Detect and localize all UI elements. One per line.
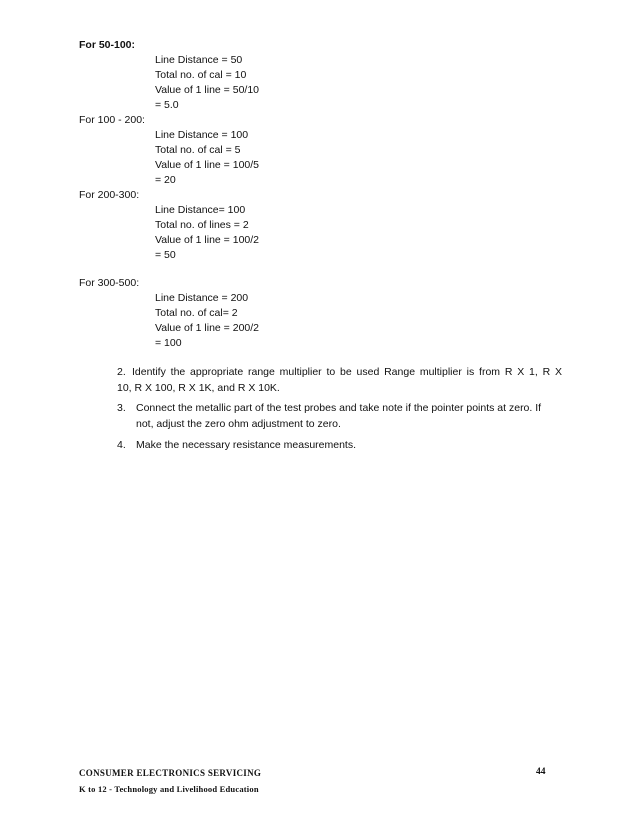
step-number: 2. <box>117 366 126 378</box>
range-line: Total no. of cal = 5 <box>155 144 241 156</box>
range-line: = 100 <box>155 337 182 349</box>
range-line: = 50 <box>155 249 176 261</box>
range-line: = 20 <box>155 174 176 186</box>
page-number: 44 <box>536 767 546 777</box>
range-line: Line Distance = 200 <box>155 292 249 304</box>
step-number: 3. <box>117 402 126 414</box>
footer-course-title: CONSUMER ELECTRONICS SERVICING <box>79 768 262 778</box>
range-line: Value of 1 line = 200/2 <box>155 322 260 334</box>
step-text-line1: Identify the appropriate range multiplier to be used Range multiplier is from R X 1, R X <box>132 366 562 378</box>
step-text-line1: Connect the metallic part of the test probes and take note if the pointer points at zero. If <box>136 402 542 414</box>
range-line: Line Distance = 100 <box>155 129 249 141</box>
range-line: Line Distance= 100 <box>155 204 246 216</box>
range-line: Total no. of cal = 10 <box>155 69 247 81</box>
range-heading-100-200: For 100 - 200: <box>79 114 145 126</box>
range-heading-200-300: For 200-300: <box>79 189 140 201</box>
range-line: Value of 1 line = 100/2 <box>155 234 260 246</box>
range-line: Total no. of lines = 2 <box>155 219 249 231</box>
step-text-line1: Make the necessary resistance measurements. <box>136 439 357 451</box>
range-heading-300-500: For 300-500: <box>79 277 140 289</box>
range-line: = 5.0 <box>155 99 179 111</box>
step-number: 4. <box>117 439 126 451</box>
range-line: Line Distance = 50 <box>155 54 243 66</box>
footer-program: K to 12 - Technology and Livelihood Education <box>79 784 259 794</box>
step-text-line2: 10, R X 100, R X 1K, and R X 10K. <box>117 381 280 394</box>
range-line: Value of 1 line = 100/5 <box>155 159 260 171</box>
range-line: Value of 1 line = 50/10 <box>155 84 260 96</box>
range-heading-50-100: For 50-100: <box>79 39 136 51</box>
step-text-line2: not, adjust the zero ohm adjustment to zero. <box>136 417 341 430</box>
range-line: Total no. of cal= 2 <box>155 307 238 319</box>
